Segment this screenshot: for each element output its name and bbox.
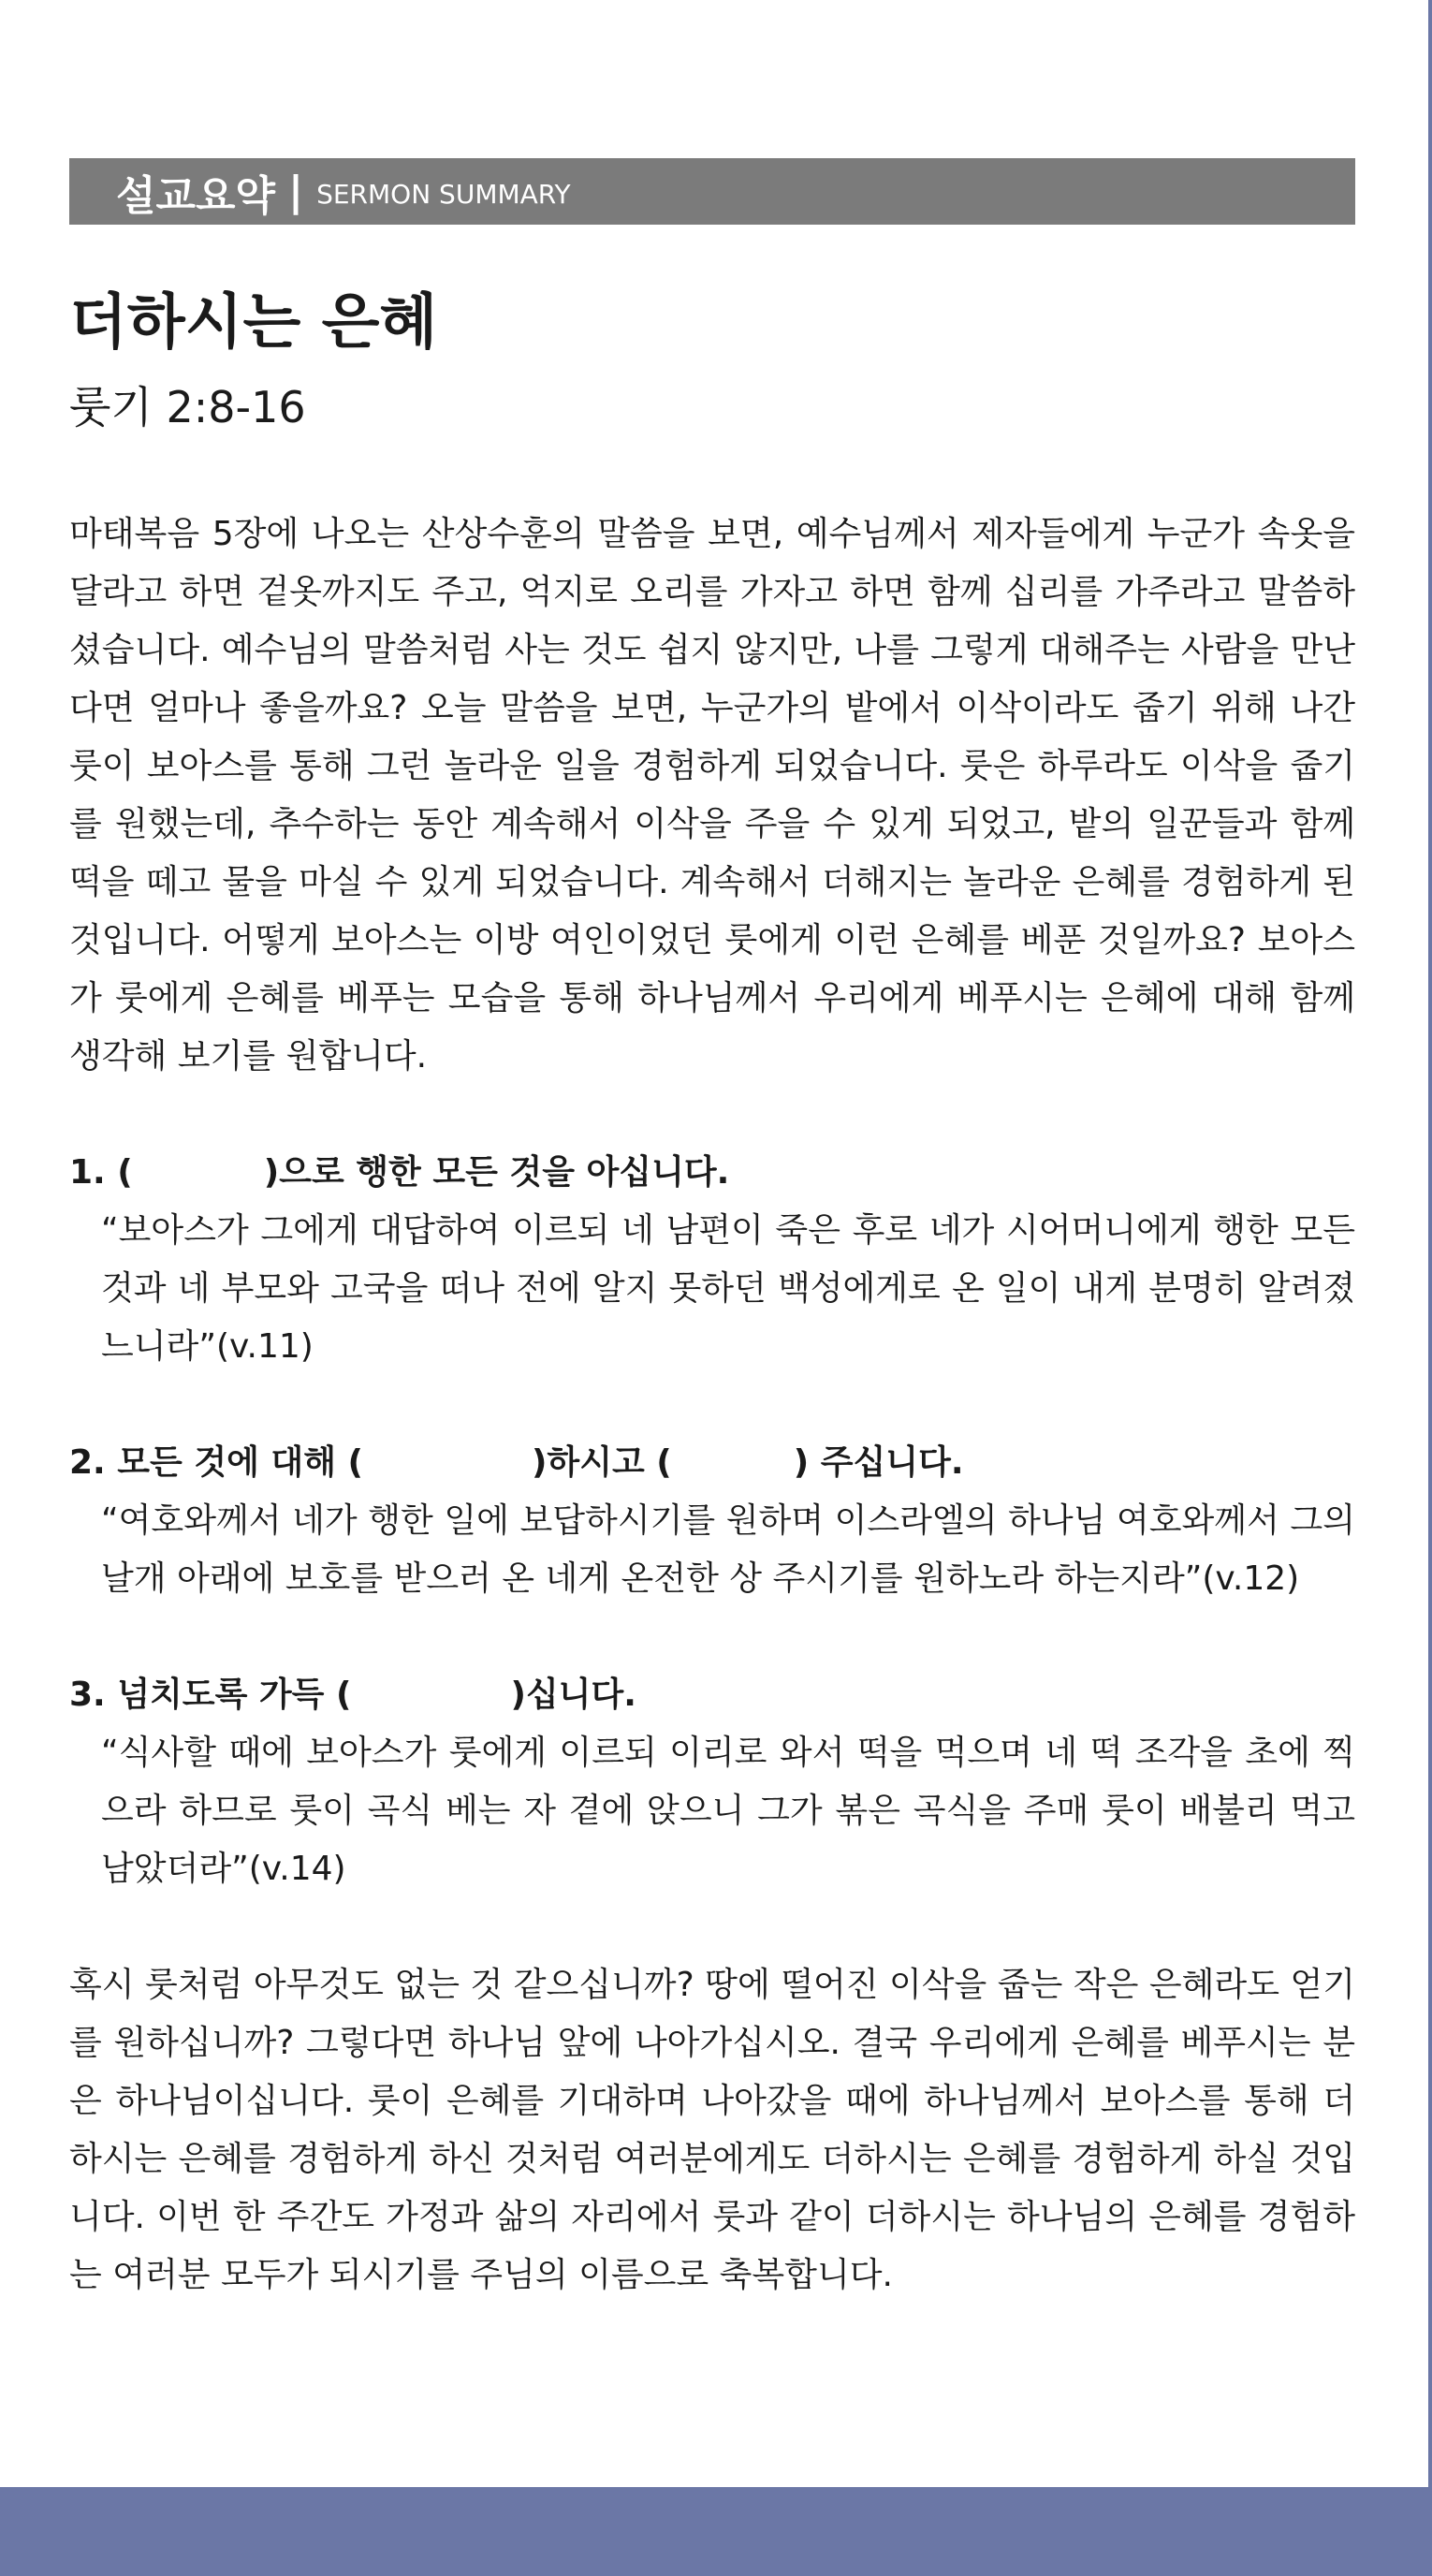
point-1-heading-start: 1. (	[69, 1153, 133, 1192]
point-1-heading	[69, 1144, 1355, 1202]
point-2-verse: “여호와께서 네가 행한 일에 보답하시기를 원하며 이스라엘의 하나님 여호와께서 그의 날개 아래에 보호를 받으러 온 네게 온전한 상 주시기를 원하노라 하는지라”(v.12)	[101, 1501, 1355, 1598]
right-edge-rule	[1428, 0, 1432, 2576]
footer-band	[0, 2487, 1432, 2576]
section-title-korean: 설교요약	[116, 171, 276, 220]
point-3-heading-start: 3. 넘치도록 가득 (	[69, 1676, 352, 1714]
sermon-body	[69, 505, 1355, 2305]
intro-paragraph: 마태복음 5장에 나오는 산상수훈의 말씀을 보면, 예수님께서 제자들에게 누군가 속옷을 달라고 하면 겉옷까지도 주고, 억지로 오리를 가자고 하면 함께 십리를 가주라고 말씀하셨습니다. 예수님의 말씀처럼 사는 것도 쉽지 않지만, 나를 그렇게 대해주는 사람을 만난다면 얼마나 좋을까요? 오늘 말씀을 보면, 누군가의 밭에서 이삭이라도 줍기 위해 나간 룻이 보아스를 통해 그런 놀라운 일을 경험하게 되었습니다. 룻은 하루라도 이삭을 줍기를 원했는데, 추수하는 동안 계속해서 이삭을 주을 수 있게 되었고, 밭의 일꾼들과 함께 떡을 떼고 물을 마실 수 있게 되었습니다. 계속해서 더해지는 놀라운 은혜를 경험하게 된 것입니다. 어떻게 보아스는 이방 여인이었던 룻에게 이런 은혜를 베푼 것일까요? 보아스가 룻에게 은혜를 베푸는 모습을 통해 하나님께서 우리에게 베푸시는 은혜에 대해 함께 생각해 보기를 원합니다.	[69, 515, 1355, 1076]
point-1	[69, 1144, 1355, 1376]
section-title-separator: |	[288, 168, 304, 215]
point-3-heading-end: )십니다.	[510, 1676, 636, 1714]
point-2-heading	[69, 1434, 1355, 1492]
point-2-heading-start: 2. 모든 것에 대해 (	[69, 1443, 363, 1482]
point-1-heading-end: )으로 행한 모든 것을 아십니다.	[263, 1153, 730, 1192]
point-2-heading-mid: )하시고 (	[531, 1443, 672, 1482]
point-3-verse: “식사할 때에 보아스가 룻에게 이르되 이리로 와서 떡을 먹으며 네 떡 조각을 초에 찍으라 하므로 룻이 곡식 베는 자 곁에 앉으니 그가 볶은 곡식을 주매 룻이 배불리 먹고 남았더라”(v.14)	[101, 1734, 1355, 1888]
point-2-heading-end: ) 주십니다.	[793, 1443, 964, 1482]
scripture-reference: 룻기 2:8-16	[69, 382, 306, 432]
section-header-bar	[69, 158, 1355, 225]
point-3-heading	[69, 1666, 1355, 1724]
conclusion-paragraph: 혹시 룻처럼 아무것도 없는 것 같으십니까? 땅에 떨어진 이삭을 줍는 작은 은혜라도 얻기를 원하십니까? 그렇다면 하나님 앞에 나아가십시오. 결국 우리에게 은혜를 베푸시는 분은 하나님이십니다. 룻이 은혜를 기대하며 나아갔을 때에 하나님께서 보아스를 통해 더하시는 은혜를 경험하게 하신 것처럼 여러분에게도 더하시는 은혜를 경험하게 하실 것입니다. 이번 한 주간도 가정과 삶의 자리에서 룻과 같이 더하시는 하나님의 은혜를 경험하는 여러분 모두가 되시기를 주님의 이름으로 축복합니다.	[69, 1966, 1355, 2294]
point-1-verse: “보아스가 그에게 대답하여 이르되 네 남편이 죽은 후로 네가 시어머니에게 행한 모든 것과 네 부모와 고국을 떠나 전에 알지 못하던 백성에게로 온 일이 내게 분명히 알려졌느니라”(v.11)	[101, 1211, 1355, 1366]
point-3	[69, 1666, 1355, 1898]
point-2	[69, 1434, 1355, 1608]
sermon-title: 더하시는 은혜	[69, 288, 438, 358]
section-title-english: SERMON SUMMARY	[316, 179, 571, 210]
